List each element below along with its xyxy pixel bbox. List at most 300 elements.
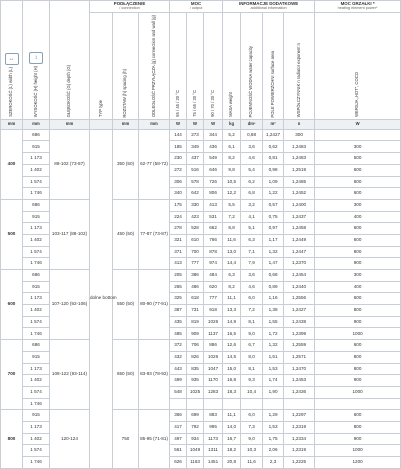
type-header-label: TYP type <box>97 100 103 118</box>
water-capacity-cell: 6,3 <box>241 234 263 246</box>
exponent-cell: 1,2334 <box>284 433 315 445</box>
surface-area-cell: 0,81 <box>263 153 284 165</box>
exponent-cell: 1,2559 <box>284 340 315 352</box>
surface-area-cell: 0,57 <box>263 199 284 211</box>
output-90-cell: 549 <box>204 153 223 165</box>
connection-distance-header <box>139 13 170 120</box>
spacing-cell: 450 (50) <box>113 199 139 269</box>
type-cell: dolne bottom <box>90 129 113 468</box>
height-cell: 1 746 <box>23 188 50 200</box>
surface-area-cell: 1,53 <box>263 363 284 375</box>
output-55-cell: 548 <box>170 386 187 398</box>
output-90-cell: 1047 <box>204 363 223 375</box>
water-capacity-cell: 9,0 <box>241 328 263 340</box>
heating-power-cell: 400 <box>315 281 401 293</box>
unit-cell: W <box>170 119 187 129</box>
output-75-cell: 706 <box>187 340 204 352</box>
exponent-cell: 1,2370 <box>284 258 315 270</box>
heating-version-header <box>315 13 401 120</box>
weight-cell: 8,2 <box>223 153 241 165</box>
weight-header-label: MASA weight <box>228 92 234 118</box>
output-55-cell: 387 <box>170 305 187 317</box>
output-75-cell: 330 <box>187 199 204 211</box>
exponent-cell: 1,2556 <box>284 293 315 305</box>
output-75-cell: 934 <box>187 433 204 445</box>
output-90-cell: 806 <box>204 188 223 200</box>
exponent-cell: 1,2470 <box>284 363 315 375</box>
output-55-cell: 185 <box>170 141 187 153</box>
unit-cell: W <box>187 119 204 129</box>
exponent-cell: 1,2427 <box>284 305 315 317</box>
weight-cell: 16,5 <box>223 328 241 340</box>
water-capacity-cell: 4,6 <box>241 281 263 293</box>
water-capacity-cell: 6,8 <box>241 188 263 200</box>
depth-cell: 103-117 (88-102) <box>50 199 90 269</box>
output-55-cell: 366 <box>170 410 187 422</box>
height-arrows-icon: ↕ <box>29 52 43 64</box>
output-55-cell: 372 <box>170 340 187 352</box>
exponent-cell: 1,2447 <box>284 246 315 258</box>
heating-power-cell: 600 <box>315 164 401 176</box>
surface-area-cell: 0,68 <box>263 270 284 282</box>
exponent-cell: 1,2437 <box>284 211 315 223</box>
height-cell: 915 <box>23 281 50 293</box>
output-55-cell: 272 <box>170 164 187 176</box>
weight-cell: 12,6 <box>223 340 241 352</box>
heating-power-cell: 800 <box>315 246 401 258</box>
weight-cell: 14,9 <box>223 316 241 328</box>
output-55-cell: 340 <box>170 188 187 200</box>
height-cell: 1 173 <box>23 421 50 433</box>
weight-cell: 13,3 <box>223 305 241 317</box>
heating-power-cell: 300 <box>315 270 401 282</box>
output-90-header <box>204 13 223 120</box>
output-90-cell: 484 <box>204 270 223 282</box>
exponent-cell: 1,2519 <box>284 164 315 176</box>
width-cell: 800 <box>1 410 23 468</box>
width-header-label: SZEROKOŚĆ (L) width (L) <box>8 67 14 118</box>
height-cell: 915 <box>23 141 50 153</box>
connection-distance-cell: 80-90 (77-91) <box>139 270 170 340</box>
output-90-cell: 886 <box>204 340 223 352</box>
width-cell: 500 <box>1 199 23 269</box>
heating-power-cell <box>315 398 401 410</box>
output-55-cell: 443 <box>170 363 187 375</box>
water-capacity-cell: 6,0 <box>241 410 263 422</box>
output-90-cell: 1311 <box>204 445 223 457</box>
heating-power-cell: 800 <box>315 305 401 317</box>
output-55-header <box>170 13 187 120</box>
additional-info-subtitle: additional information <box>250 6 287 11</box>
output-90-cell: 436 <box>204 141 223 153</box>
surface-area-cell <box>263 398 284 410</box>
water-capacity-cell: 4,1 <box>241 211 263 223</box>
weight-cell: 10,5 <box>223 176 241 188</box>
surface-area-cell: 1,72 <box>263 328 284 340</box>
exponent-cell: 1,2297 <box>284 410 315 422</box>
unit-cell: m² <box>263 119 284 129</box>
table-row <box>1 340 401 352</box>
depth-cell: 107-120 (92-106) <box>50 270 90 340</box>
heating-power-cell: 600 <box>315 410 401 422</box>
output-75-cell: 1025 <box>187 386 204 398</box>
height-cell: 1 746 <box>23 398 50 410</box>
exponent-cell <box>284 398 315 410</box>
depth-header-label: GŁĘBOKOŚĆ (G) depth (G) <box>66 64 72 118</box>
water-capacity-cell: 3,6 <box>241 270 263 282</box>
width-cell: 400 <box>1 129 23 199</box>
output-75-header <box>187 13 204 120</box>
output-55-cell: 325 <box>170 293 187 305</box>
surface-area-cell: 1,53 <box>263 421 284 433</box>
heating-power-cell: 900 <box>315 258 401 270</box>
exponent-header-label: WSPÓŁCZYNNIK n radiator exponent n <box>295 42 301 118</box>
weight-cell: 16,8 <box>223 375 241 387</box>
height-cell: 686 <box>23 340 50 352</box>
output-55-cell: 230 <box>170 153 187 165</box>
surface-area-cell: 0,97 <box>263 223 284 235</box>
unit-cell <box>90 119 113 129</box>
surface-area-cell: 1,32 <box>263 340 284 352</box>
water-capacity-header-label: POJEMNOŚĆ WODNA water capacity <box>248 45 254 118</box>
surface-area-header-label: POLE POWIERZCHNI surface area <box>269 50 275 118</box>
output-75-cell <box>187 398 204 410</box>
height-cell: 686 <box>23 129 50 141</box>
water-capacity-cell: 5,4 <box>241 164 263 176</box>
exponent-cell: 1,2453 <box>284 375 315 387</box>
height-cell: 1 402 <box>23 234 50 246</box>
water-capacity-cell: 9,0 <box>241 433 263 445</box>
exponent-cell: 1,2438 <box>284 316 315 328</box>
spacing-header <box>113 13 139 120</box>
width-header <box>1 1 23 120</box>
output-90-cell: 1170 <box>204 375 223 387</box>
output-90-cell: 1137 <box>204 328 223 340</box>
connection-distance-cell: 62-77 (58-72) <box>139 129 170 199</box>
heating-element-group-header <box>315 1 401 13</box>
water-capacity-cell: 8,1 <box>241 316 263 328</box>
width-cell: 600 <box>1 270 23 340</box>
surface-area-cell: 0,98 <box>263 164 284 176</box>
water-capacity-cell: 6,7 <box>241 340 263 352</box>
connection-distance-cell: 77-87 (73-87) <box>139 199 170 269</box>
water-capacity-cell: 7,2 <box>241 305 263 317</box>
output-90-cell: 1026 <box>204 316 223 328</box>
water-capacity-cell: 10,3 <box>241 445 263 457</box>
heating-element-title: MOC GRZAŁKI * <box>340 1 375 6</box>
heating-element-subtitle: heating element power* <box>337 6 378 11</box>
surface-area-cell: 1,29 <box>263 410 284 422</box>
water-capacity-cell: 5,1 <box>241 223 263 235</box>
height-cell: 1 574 <box>23 316 50 328</box>
output-90-cell <box>204 398 223 410</box>
height-header <box>23 1 50 120</box>
exponent-cell: 1,2440 <box>284 281 315 293</box>
exponent-cell: 1,2452 <box>284 188 315 200</box>
output-55-cell: 497 <box>170 433 187 445</box>
water-capacity-cell: 3,6 <box>241 141 263 153</box>
output-55-cell: 321 <box>170 234 187 246</box>
output-subtitle: / output <box>189 6 203 11</box>
output-55-header-label: 55 / 45 / 20 °C <box>174 90 180 118</box>
exponent-cell: 1,2449 <box>284 234 315 246</box>
unit-cell: mm <box>50 119 90 129</box>
weight-cell: 6,1 <box>223 141 241 153</box>
height-cell: 1 402 <box>23 375 50 387</box>
output-55-cell <box>170 398 187 410</box>
output-75-cell: 909 <box>187 328 204 340</box>
output-75-cell: 699 <box>187 410 204 422</box>
output-90-cell: 883 <box>204 410 223 422</box>
output-55-cell: 278 <box>170 223 187 235</box>
output-55-cell: 561 <box>170 445 187 457</box>
depth-cell: 120-124 <box>50 410 90 468</box>
output-90-cell: 344 <box>204 129 223 141</box>
surface-area-cell: 0,75 <box>263 211 284 223</box>
weight-cell: 5,5 <box>223 199 241 211</box>
output-90-cell: 766 <box>204 234 223 246</box>
type-header <box>90 13 113 120</box>
output-90-cell: 1451 <box>204 457 223 469</box>
exponent-cell: 1,2483 <box>284 153 315 165</box>
table-row <box>1 270 401 282</box>
weight-cell: 18,2 <box>223 445 241 457</box>
unit-cell: mm <box>23 119 50 129</box>
exponent-cell: 1,2454 <box>284 270 315 282</box>
weight-cell: 7,2 <box>223 211 241 223</box>
water-capacity-cell: 7,3 <box>241 421 263 433</box>
output-75-cell: 349 <box>187 141 204 153</box>
water-capacity-cell: 3,2 <box>241 199 263 211</box>
connection-distance-cell: 83-93 (78-92) <box>139 340 170 410</box>
output-55-cell: 371 <box>170 246 187 258</box>
output-75-cell: 610 <box>187 234 204 246</box>
weight-cell: 11,1 <box>223 293 241 305</box>
weight-cell: 8,8 <box>223 223 241 235</box>
heating-power-cell: 600 <box>315 223 401 235</box>
exponent-cell: 1,2458 <box>284 223 315 235</box>
output-75-cell: 731 <box>187 305 204 317</box>
weight-header <box>223 13 241 120</box>
height-cell: 915 <box>23 351 50 363</box>
units-row <box>1 119 401 129</box>
heating-version-header-label: WERSJA „HOT”, COCO <box>354 72 360 118</box>
heating-power-cell: 600 <box>315 176 401 188</box>
water-capacity-cell <box>241 398 263 410</box>
weight-cell: 15,0 <box>223 363 241 375</box>
height-cell: 1 402 <box>23 433 50 445</box>
output-55-cell: 413 <box>170 258 187 270</box>
output-55-cell: 144 <box>170 129 187 141</box>
output-90-cell: 777 <box>204 293 223 305</box>
exponent-cell: 1,2436 <box>284 386 315 398</box>
surface-area-cell: 1,74 <box>263 375 284 387</box>
surface-area-cell: 1,51 <box>263 351 284 363</box>
water-capacity-cell: 10,4 <box>241 386 263 398</box>
heating-power-cell: 800 <box>315 421 401 433</box>
connection-distance-header-label: ODLEGŁOŚĆ PRZYŁĄCZA (g) connection and wall (g) <box>150 15 156 118</box>
table-row <box>1 199 401 211</box>
output-55-cell: 435 <box>170 316 187 328</box>
weight-cell: 14,4 <box>223 258 241 270</box>
exponent-cell: 1,2485 <box>284 176 315 188</box>
output-90-cell: 620 <box>204 281 223 293</box>
water-capacity-cell: 7,1 <box>241 246 263 258</box>
height-cell: 915 <box>23 211 50 223</box>
unit-cell: mm <box>113 119 139 129</box>
surface-area-cell: 1,09 <box>263 176 284 188</box>
exponent-header <box>284 13 315 120</box>
heating-power-cell: 800 <box>315 351 401 363</box>
weight-cell <box>223 398 241 410</box>
surface-area-cell: 1,75 <box>263 433 284 445</box>
table-row <box>1 410 401 422</box>
surface-area-cell: 1,90 <box>263 386 284 398</box>
surface-area-cell: 1,32 <box>263 246 284 258</box>
output-90-cell: 974 <box>204 258 223 270</box>
connection-group-header <box>90 1 170 13</box>
depth-header <box>50 1 90 120</box>
height-cell: 1 173 <box>23 293 50 305</box>
table-row <box>1 129 401 141</box>
surface-area-cell: 1,38 <box>263 305 284 317</box>
height-header-label: WYSOKOŚĆ (H) height (H) <box>32 65 38 118</box>
output-90-header-label: 90 / 70 / 20 °C <box>209 90 215 118</box>
heating-power-cell: 600 <box>315 188 401 200</box>
weight-cell: 11,6 <box>223 234 241 246</box>
connection-subtitle: / connection <box>119 6 140 11</box>
heating-power-cell: 900 <box>315 375 401 387</box>
weight-cell: 11,1 <box>223 410 241 422</box>
output-90-cell: 531 <box>204 211 223 223</box>
output-75-header-label: 75 / 65 / 20 °C <box>191 90 197 118</box>
unit-cell: W <box>204 119 223 129</box>
weight-cell: 14,5 <box>223 351 241 363</box>
heating-power-cell: 300 <box>315 199 401 211</box>
output-90-cell: 413 <box>204 199 223 211</box>
output-55-cell: 626 <box>170 457 187 469</box>
height-cell: 1 746 <box>23 258 50 270</box>
output-55-cell: 265 <box>170 281 187 293</box>
height-cell: 686 <box>23 270 50 282</box>
heating-power-cell: 1000 <box>315 445 401 457</box>
width-arrows-icon: ↔ <box>5 53 19 65</box>
surface-area-cell: 1,17 <box>263 234 284 246</box>
surface-area-cell: 1,47 <box>263 258 284 270</box>
height-cell: 915 <box>23 410 50 422</box>
heating-power-cell: 600 <box>315 293 401 305</box>
output-55-cell: 499 <box>170 375 187 387</box>
output-group-header <box>170 1 223 13</box>
surface-area-cell: 1,22 <box>263 188 284 200</box>
height-cell: 1 173 <box>23 223 50 235</box>
height-cell: 1 402 <box>23 164 50 176</box>
surface-area-header <box>263 13 284 120</box>
output-90-cell: 918 <box>204 305 223 317</box>
connection-title: PODŁĄCZENIE <box>113 1 146 6</box>
height-cell: 1 402 <box>23 305 50 317</box>
water-capacity-cell: 8,0 <box>241 351 263 363</box>
height-cell: 686 <box>23 199 50 211</box>
unit-cell: mm <box>1 119 23 129</box>
heating-power-cell <box>315 129 401 141</box>
connection-distance-cell: 85-95 (71-81) <box>139 410 170 468</box>
spacing-cell: 750 <box>113 410 139 468</box>
output-75-cell: 386 <box>187 270 204 282</box>
width-cell: 700 <box>1 340 23 410</box>
height-cell: 1 574 <box>23 445 50 457</box>
unit-cell: kg <box>223 119 241 129</box>
weight-cell: 8,2 <box>223 281 241 293</box>
water-capacity-cell: 7,9 <box>241 258 263 270</box>
exponent-cell: 1,2400 <box>284 199 315 211</box>
unit-cell: mm <box>139 119 170 129</box>
output-75-cell: 1163 <box>187 457 204 469</box>
height-cell: 1 574 <box>23 386 50 398</box>
output-75-cell: 792 <box>187 421 204 433</box>
water-capacity-cell: 4,6 <box>241 153 263 165</box>
weight-cell: 12,2 <box>223 188 241 200</box>
surface-area-cell: 1,55 <box>263 316 284 328</box>
depth-cell: 88-102 (73-87) <box>50 129 90 199</box>
output-title: MOC <box>190 1 202 6</box>
additional-info-title: INFORMACJE DODATKOWE <box>238 1 299 6</box>
output-75-cell: 486 <box>187 281 204 293</box>
water-capacity-cell: 6,2 <box>241 176 263 188</box>
surface-area-cell: 1,2427 <box>263 129 284 141</box>
heating-power-cell: 600 <box>315 234 401 246</box>
spacing-cell: 650 (50) <box>113 340 139 410</box>
exponent-cell: 1,2399 <box>284 328 315 340</box>
output-55-cell: 306 <box>170 176 187 188</box>
surface-area-cell: 1,16 <box>263 293 284 305</box>
depth-cell: 108-122 (93-114) <box>50 340 90 410</box>
unit-cell: n <box>284 119 315 129</box>
exponent-cell: 1,2571 <box>284 351 315 363</box>
output-55-cell: 224 <box>170 211 187 223</box>
output-55-cell: 205 <box>170 270 187 282</box>
output-55-cell: 175 <box>170 199 187 211</box>
heating-power-cell: 1200 <box>315 457 401 469</box>
height-cell: 1 574 <box>23 246 50 258</box>
output-90-cell: 878 <box>204 246 223 258</box>
unit-cell: dm³ <box>241 119 263 129</box>
weight-cell: 16,7 <box>223 433 241 445</box>
height-cell: 1 746 <box>23 328 50 340</box>
heating-power-cell: 1000 <box>315 328 401 340</box>
additional-info-group-header <box>223 1 315 13</box>
output-75-cell: 700 <box>187 246 204 258</box>
spacing-cell: 350 (50) <box>113 129 139 199</box>
weight-cell: 6,3 <box>223 270 241 282</box>
surface-area-cell: 0,62 <box>263 141 284 153</box>
output-55-cell: 485 <box>170 328 187 340</box>
water-capacity-cell: 8,1 <box>241 363 263 375</box>
unit-cell: W <box>315 119 401 129</box>
weight-cell: 18,3 <box>223 386 241 398</box>
output-75-cell: 1049 <box>187 445 204 457</box>
water-capacity-cell: 11,6 <box>241 457 263 469</box>
weight-cell: 20,8 <box>223 457 241 469</box>
spacing-header-label: ROZSTAW (h) spacing (h) <box>122 68 128 118</box>
spacing-cell: 550 (50) <box>113 270 139 340</box>
height-cell: 1 746 <box>23 457 50 469</box>
output-75-cell: 819 <box>187 316 204 328</box>
surface-area-cell: 0,89 <box>263 281 284 293</box>
surface-area-cell: 2,3 <box>263 457 284 469</box>
output-75-cell: 437 <box>187 153 204 165</box>
weight-cell: 5,2 <box>223 129 241 141</box>
